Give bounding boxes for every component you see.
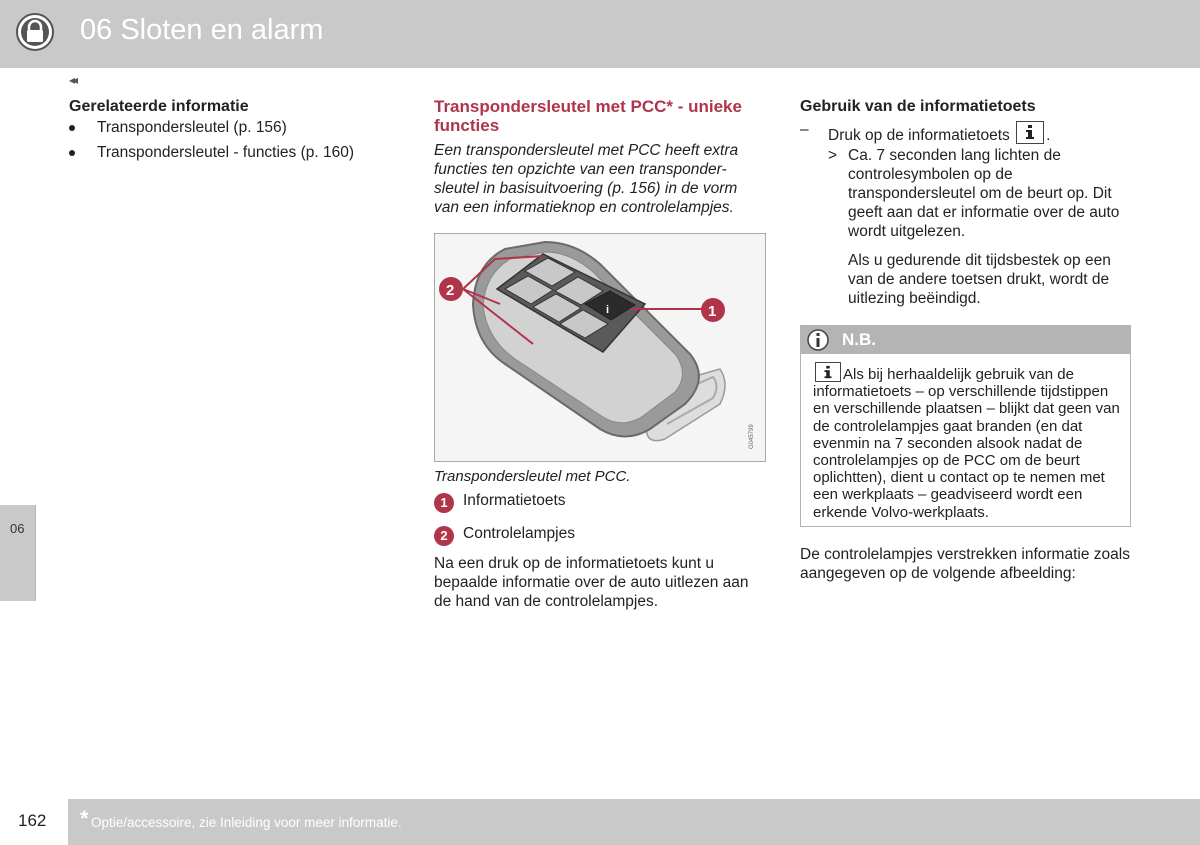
key-fob-figure bbox=[434, 233, 766, 462]
page-title: 06 Sloten en alarm bbox=[80, 14, 324, 46]
back-arrow-icon[interactable]: ◂◂ bbox=[69, 73, 76, 87]
legend-number-icon: 2 bbox=[434, 526, 454, 546]
legend-label: Informatietoets bbox=[463, 492, 566, 509]
note-body bbox=[813, 362, 1125, 521]
step-dash: – bbox=[800, 121, 809, 138]
step-text bbox=[828, 121, 1050, 145]
result-text: Ca. 7 seconden lang lichten de controlesymbolen op de transpondersleutel om de beurt op. Dit geeft aan dat er informatie over de auto wordt uitgelezen. bbox=[848, 147, 1120, 240]
page-number: 162 bbox=[18, 811, 47, 830]
info-button-icon bbox=[815, 362, 841, 382]
related-link-text: Transpondersleutel - functies (p. 160) bbox=[97, 144, 355, 161]
related-info-heading: Gerelateerde informatie bbox=[69, 98, 249, 115]
note-box bbox=[800, 325, 1131, 527]
chapter-side-tab-label: 06 bbox=[10, 521, 25, 536]
body-paragraph: Na een druk op de informatietoets kunt u bepaalde informatie over de auto uitlezen aan de hand van de controlelampjes. bbox=[434, 555, 749, 610]
chapter-icon-box bbox=[0, 0, 68, 68]
result-arrow: > bbox=[828, 147, 838, 164]
legend-label: Controlelampjes bbox=[463, 525, 575, 542]
info-button-icon bbox=[1016, 121, 1044, 144]
usage-heading: Gebruik van de informatietoets bbox=[800, 98, 1036, 115]
body-paragraph: De controlelampjes verstrekken informatie zoals aangegeven op de volgende afbeelding: bbox=[800, 546, 1130, 582]
footnote-star: * bbox=[80, 806, 89, 831]
note-body-text: Als bij herhaaldelijk gebruik van de informatietoets – op verschillende tijdstippen en verschillende plaatsen – blijkt dat geen van de controlelampjes gaat branden (en dat evenmin na 7 seconden alsook nadat de controlelampjes op de PCC om de beurt oplichtten), dient u contact op te nemen met een werkplaats – geadviseerd wordt een erkende Volvo-werkplaats. bbox=[813, 366, 1120, 521]
result-text-2: Als u gedurende dit tijdsbestek op een van de andere toetsen drukt, wordt de uitlezing beëindigd. bbox=[848, 252, 1111, 307]
svg-text:2: 2 bbox=[446, 282, 455, 299]
step-text-prefix: Druk op de informatietoets bbox=[828, 127, 1010, 144]
key-fob-illustration bbox=[435, 234, 765, 461]
note-header bbox=[801, 326, 1130, 354]
section-intro: Een transpondersleutel met PCC heeft extra functies ten opzichte van een transponder-sleutel in basisuitvoering (p. 156) in de vorm van een informatieknop en controlelampjes. bbox=[434, 142, 739, 216]
lock-icon bbox=[15, 12, 55, 52]
legend-number-icon: 1 bbox=[434, 493, 454, 513]
info-icon bbox=[807, 329, 829, 351]
svg-text:i: i bbox=[606, 304, 610, 316]
figure-caption: Transpondersleutel met PCC. bbox=[434, 468, 631, 485]
note-title: N.B. bbox=[842, 330, 876, 349]
step-text-suffix: . bbox=[1046, 127, 1051, 144]
footnote-text: Optie/accessoire, zie Inleiding voor meer informatie. bbox=[91, 815, 402, 830]
svg-text:1: 1 bbox=[708, 303, 717, 320]
section-heading: Transpondersleutel met PCC* - unieke functies bbox=[434, 97, 742, 135]
chapter-side-tab[interactable] bbox=[0, 505, 36, 601]
related-link-text: Transpondersleutel (p. 156) bbox=[97, 119, 287, 136]
page-number-box bbox=[0, 799, 68, 845]
bullet-icon bbox=[69, 125, 75, 131]
bullet-icon bbox=[69, 150, 75, 156]
figure-code: G045799 bbox=[749, 424, 755, 449]
